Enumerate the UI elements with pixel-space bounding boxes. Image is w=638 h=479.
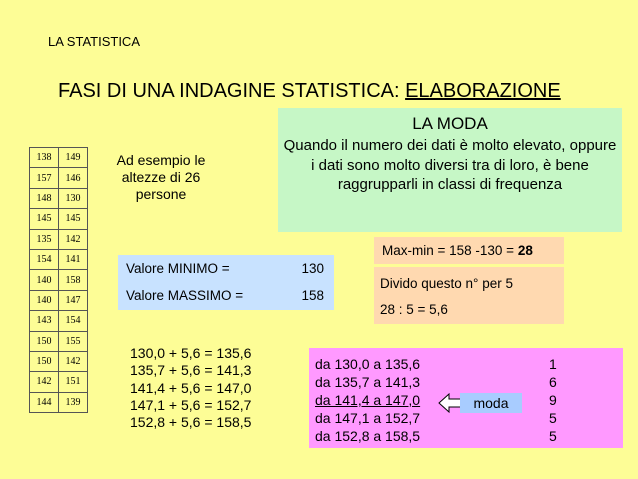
table-row xyxy=(30,392,88,412)
table-row xyxy=(30,168,88,188)
class-count: 6 xyxy=(549,374,557,390)
range-box xyxy=(374,237,564,264)
table-cell: 138 xyxy=(30,148,59,168)
table-cell: 150 xyxy=(30,331,59,351)
table-cell: 135 xyxy=(30,229,59,249)
table-cell: 148 xyxy=(30,188,59,208)
table-cell: 150 xyxy=(30,351,59,371)
table-cell: 142 xyxy=(30,372,59,392)
divide-box xyxy=(374,267,564,324)
class-row xyxy=(315,356,623,374)
table-cell: 144 xyxy=(30,392,59,412)
class-row xyxy=(315,428,623,446)
table-row xyxy=(30,311,88,331)
table-cell: 157 xyxy=(30,168,59,188)
slide-title xyxy=(58,80,561,103)
max-row xyxy=(126,288,324,303)
table-cell: 140 xyxy=(30,290,59,310)
table-row xyxy=(30,229,88,249)
class-range: da 147,1 a 152,7 xyxy=(315,410,421,426)
calculation-line: 152,8 + 5,6 = 158,5 xyxy=(130,414,252,431)
min-max-box xyxy=(118,255,334,310)
calculation-line: 135,7 + 5,6 = 141,3 xyxy=(130,362,252,379)
table-cell: 142 xyxy=(59,229,88,249)
divide-line-1: Divido questo n° per 5 xyxy=(380,276,513,291)
table-cell: 146 xyxy=(59,168,88,188)
slide-header: LA STATISTICA xyxy=(48,34,140,49)
table-cell: 145 xyxy=(30,209,59,229)
table-row xyxy=(30,290,88,310)
range-text: Max-min = 158 -130 = xyxy=(382,243,518,258)
table-cell: 154 xyxy=(30,249,59,269)
table-cell: 158 xyxy=(59,270,88,290)
table-cell: 154 xyxy=(59,311,88,331)
calculation-line: 147,1 + 5,6 = 152,7 xyxy=(130,396,252,413)
divide-line-2: 28 : 5 = 5,6 xyxy=(380,302,448,317)
calculation-line: 141,4 + 5,6 = 147,0 xyxy=(130,379,252,396)
title-prefix: FASI DI UNA INDAGINE STATISTICA: xyxy=(58,80,406,102)
table-cell: 140 xyxy=(30,270,59,290)
table-cell: 143 xyxy=(30,311,59,331)
table-row xyxy=(30,209,88,229)
min-label: Valore MINIMO = xyxy=(126,261,230,276)
min-row xyxy=(126,261,324,276)
class-range: da 152,8 a 158,5 xyxy=(315,428,421,444)
table-cell: 139 xyxy=(59,392,88,412)
table-cell: 149 xyxy=(59,148,88,168)
table-cell: 151 xyxy=(59,372,88,392)
table-row xyxy=(30,351,88,371)
moda-text: Quando il numero dei dati è molto elevato, oppure i dati sono molto diversi tra di loro, è bene raggrupparli in classi di frequenza xyxy=(283,137,617,193)
max-label: Valore MASSIMO = xyxy=(126,288,244,303)
table-row xyxy=(30,270,88,290)
class-range: da 130,0 a 135,6 xyxy=(315,356,421,372)
mode-label: moda xyxy=(460,393,522,413)
class-count: 5 xyxy=(549,428,557,444)
range-result: 28 xyxy=(517,243,533,258)
table-cell: 130 xyxy=(59,188,88,208)
min-value: 130 xyxy=(301,261,324,276)
table-cell: 141 xyxy=(59,249,88,269)
table-cell: 147 xyxy=(59,290,88,310)
table-row xyxy=(30,188,88,208)
class-range: da 135,7 a 141,3 xyxy=(315,374,421,390)
class-row xyxy=(315,374,623,392)
moda-title: LA MODA xyxy=(412,114,488,133)
example-caption: Ad esempio le altezze di 26 persone xyxy=(116,152,206,202)
class-count: 5 xyxy=(549,410,557,426)
class-range: da 141,4 a 147,0 xyxy=(315,392,421,408)
table-row xyxy=(30,148,88,168)
table-cell: 155 xyxy=(59,331,88,351)
max-value: 158 xyxy=(301,288,324,303)
table-row xyxy=(30,331,88,351)
title-emphasis: ELABORAZIONE xyxy=(405,80,561,102)
table-cell: 142 xyxy=(59,351,88,371)
heights-table xyxy=(29,147,88,413)
class-count: 1 xyxy=(549,356,557,372)
moda-definition-box xyxy=(278,108,622,232)
table-row xyxy=(30,249,88,269)
table-row xyxy=(30,372,88,392)
calculation-line: 130,0 + 5,6 = 135,6 xyxy=(130,345,252,361)
class-calculations xyxy=(130,345,251,431)
table-cell: 145 xyxy=(59,209,88,229)
class-count: 9 xyxy=(549,392,557,408)
